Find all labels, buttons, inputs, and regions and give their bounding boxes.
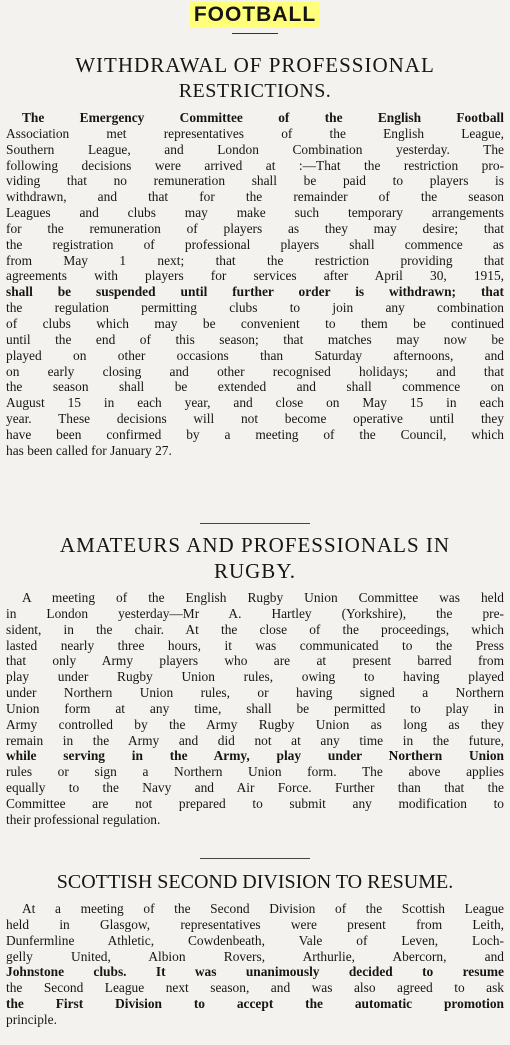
body-line: that only Army players who are at present barred from <box>6 653 504 669</box>
body-line: while serving in the Army, play under Northern Union <box>6 748 504 764</box>
body-line: year. These decisions will not become operative until they <box>6 411 504 427</box>
body-line: of clubs which may be convenient to them be continued <box>6 315 504 331</box>
body-line: under Northern Union rules, or having signed a Northern <box>6 685 504 701</box>
article-body <box>6 590 504 828</box>
body-line: on early closing and other recognised holidays; and that <box>6 363 504 379</box>
body-line: August 15 in each year, and close on May 15 in each <box>6 395 504 411</box>
body-line: the First Division to accept the automatic promotion <box>6 996 504 1012</box>
body-line: Army controlled by the Army Rugby Union as long as they <box>6 716 504 732</box>
body-line: shall be suspended until further order is withdrawn; that <box>6 284 504 300</box>
body-line: Dunfermline Athletic, Cowdenbeath, Vale of Leven, Loch- <box>6 932 504 948</box>
body-line: in London yesterday—Mr A. Hartley (Yorkshire), the pre- <box>6 605 504 621</box>
body-line: principle. <box>6 1011 57 1027</box>
article-withdrawal <box>6 52 504 459</box>
body-line: Association met representatives of the English League, <box>6 125 504 141</box>
body-line: until the end of this season; that matches may now be <box>6 331 504 347</box>
body-line: gelly United, Albion Rovers, Arthurlie, Abercorn, and <box>6 948 504 964</box>
article-separator <box>200 523 310 524</box>
body-line: have been confirmed by a meeting of the Council, which <box>6 426 504 442</box>
body-line: Union form at any time, shall be permitted to play in <box>6 700 504 716</box>
body-line: the Second League next season, and was also agreed to ask <box>6 980 504 996</box>
body-line: lasted nearly three hours, it was communicated to the Press <box>6 637 504 653</box>
body-line: withdrawn, and that for the remainder of the season <box>6 189 504 205</box>
body-line: Southern League, and London Combination yesterday. The <box>6 141 504 157</box>
body-line: At a meeting of the Second Division of the Scottish League <box>22 901 504 916</box>
article-scottish <box>6 869 504 1028</box>
headline-line: SCOTTISH SECOND DIVISION TO RESUME. <box>56 871 454 893</box>
body-line: rules or sign a Northern Union form. The above applies <box>6 764 504 780</box>
kicker-rule <box>232 33 278 34</box>
body-line: the season shall be extended and shall commence on <box>6 379 504 395</box>
body-line: Committee are not prepared to submit any modification to <box>6 795 504 811</box>
section-kicker: FOOTBALL <box>190 2 320 28</box>
article-body <box>6 110 504 459</box>
body-line: for the remuneration of players as they may desire; that <box>6 220 504 236</box>
section-kicker-wrap <box>0 0 510 28</box>
article-rugby <box>6 532 504 828</box>
headline-line: WITHDRAWAL OF PROFESSIONAL <box>75 53 435 77</box>
headline-line: RUGBY. <box>213 559 297 583</box>
body-line: held in Glasgow, representatives were present from Leith, <box>6 916 504 932</box>
article-separator <box>200 858 310 859</box>
body-line: Johnstone clubs. It was unanimously decided to resume <box>6 964 504 980</box>
body-line: The Emergency Committee of the English Football <box>22 110 504 125</box>
body-line: the regulation permitting clubs to join any combination <box>6 300 504 316</box>
headline-line: AMATEURS AND PROFESSIONALS IN <box>59 533 451 557</box>
body-line: following decisions were arrived at :—That the restriction pro- <box>6 157 504 173</box>
body-line: their professional regulation. <box>6 811 161 827</box>
body-line: agreements with players for services after April 30, 1915, <box>6 268 504 284</box>
body-line: from May 1 next; that the restriction providing that <box>6 252 504 268</box>
body-line: viding that no remuneration shall be paid to players is <box>6 173 504 189</box>
body-line: played on other occasions than Saturday afternoons, and <box>6 347 504 363</box>
body-line: A meeting of the English Rugby Union Committee was held <box>22 590 504 605</box>
body-line: equally to the Navy and Air Force. Further than that the <box>6 780 504 796</box>
headline-line: RESTRICTIONS. <box>178 80 332 102</box>
body-line: Leagues and clubs may make such temporary arrangements <box>6 205 504 221</box>
body-line: sident, in the chair. At the close of the proceedings, which <box>6 621 504 637</box>
body-line: play under Rugby Union rules, owing to having played <box>6 669 504 685</box>
body-line: remain in the Army and did not at any time in the future, <box>6 732 504 748</box>
body-line: has been called for January 27. <box>6 442 172 458</box>
article-body <box>6 901 504 1028</box>
body-line: the registration of professional players shall commence as <box>6 236 504 252</box>
